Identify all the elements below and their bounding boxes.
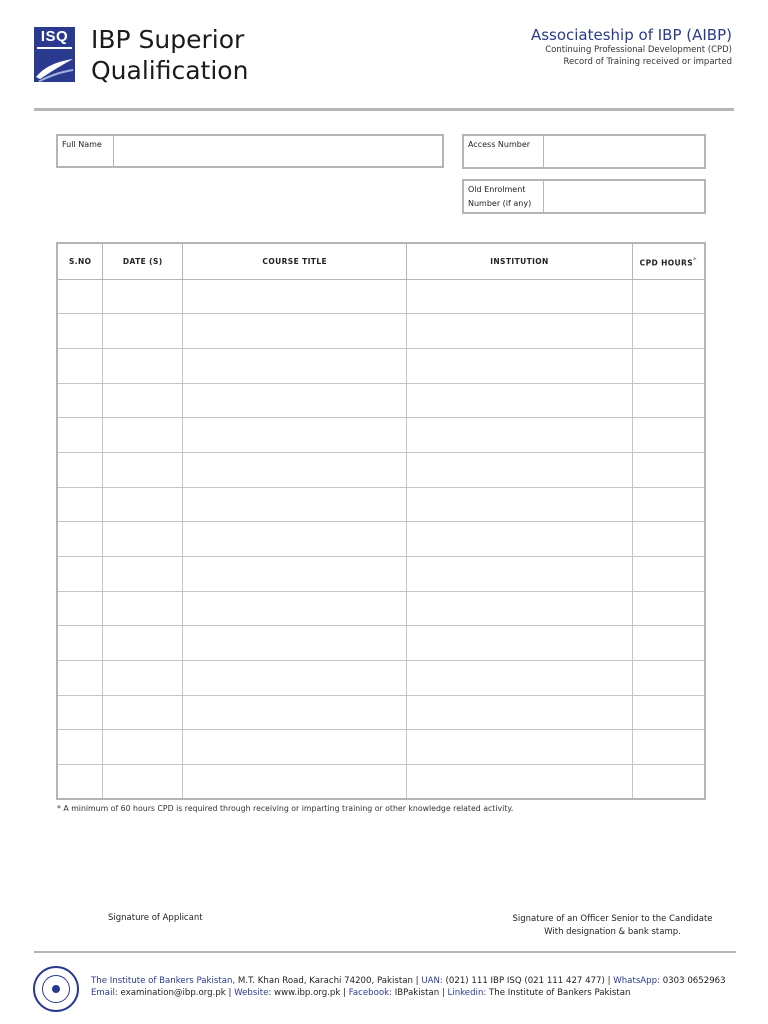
institution-cell[interactable]	[407, 765, 632, 800]
table-row	[57, 661, 705, 696]
sno-cell[interactable]	[57, 487, 103, 522]
document-subtitle-2: Record of Training received or imparted	[563, 57, 732, 67]
sno-cell[interactable]	[57, 314, 103, 349]
cpd-hours-cell[interactable]	[632, 418, 705, 453]
course-title-cell[interactable]	[183, 418, 407, 453]
logo-text: ISQ	[40, 28, 69, 45]
isq-logo	[34, 27, 75, 82]
institution-cell[interactable]	[407, 314, 632, 349]
footer-linkedin-label: Linkedin:	[447, 988, 487, 998]
date-cell[interactable]	[103, 314, 183, 349]
table-row	[57, 730, 705, 765]
date-cell[interactable]	[103, 348, 183, 383]
cpd-hours-cell[interactable]	[632, 730, 705, 765]
access-number-input[interactable]	[544, 136, 704, 167]
footer-facebook-label: Facebook:	[348, 988, 392, 998]
old-enrolment-label-line-2: Number (if any)	[468, 199, 532, 208]
institution-cell[interactable]	[407, 626, 632, 661]
course-title-cell[interactable]	[183, 765, 407, 800]
cpd-requirement-note: * A minimum of 60 hours CPD is required through receiving or imparting training or other knowledge related activity.	[57, 804, 514, 813]
logo-divider	[37, 47, 72, 49]
course-title-cell[interactable]	[183, 279, 407, 314]
date-cell[interactable]	[103, 279, 183, 314]
footer-website-label: Website:	[234, 988, 272, 998]
cpd-hours-cell[interactable]	[632, 522, 705, 557]
institution-cell[interactable]	[407, 591, 632, 626]
institution-cell[interactable]	[407, 661, 632, 696]
table-row	[57, 279, 705, 314]
date-cell[interactable]	[103, 557, 183, 592]
header-course-title: COURSE TITLE	[183, 243, 407, 279]
institution-cell[interactable]	[407, 730, 632, 765]
footer-linkedin[interactable]: The Institute of Bankers Pakistan	[486, 988, 631, 998]
sno-cell[interactable]	[57, 661, 103, 696]
document-title: Associateship of IBP (AIBP)	[530, 26, 732, 44]
date-cell[interactable]	[103, 730, 183, 765]
officer-signature-line-2: With designation & bank stamp.	[544, 927, 681, 937]
table-row	[57, 487, 705, 522]
header-sno: S.NO	[57, 243, 103, 279]
cpd-hours-cell[interactable]	[632, 487, 705, 522]
course-title-cell[interactable]	[183, 383, 407, 418]
footer-address: M.T. Khan Road, Karachi 74200, Pakistan |	[235, 976, 422, 986]
course-title-cell[interactable]	[183, 557, 407, 592]
cpd-asterisk: *	[693, 255, 697, 264]
sno-cell[interactable]	[57, 452, 103, 487]
course-title-cell[interactable]	[183, 591, 407, 626]
table-row	[57, 765, 705, 800]
header-dates: DATE (S)	[103, 243, 183, 279]
ibp-seal-icon	[33, 966, 79, 1012]
table-row	[57, 591, 705, 626]
course-title-cell[interactable]	[183, 452, 407, 487]
sno-cell[interactable]	[57, 591, 103, 626]
applicant-signature-label: Signature of Applicant	[108, 913, 203, 923]
institution-cell[interactable]	[407, 452, 632, 487]
old-enrolment-label-line-1: Old Enrolment	[468, 185, 526, 194]
table-row	[57, 418, 705, 453]
date-cell[interactable]	[103, 591, 183, 626]
institution-cell[interactable]	[407, 487, 632, 522]
footer-email-label: Email:	[91, 988, 118, 998]
date-cell[interactable]	[103, 418, 183, 453]
header-divider	[34, 108, 734, 111]
course-title-cell[interactable]	[183, 626, 407, 661]
access-number-label: Access Number	[464, 136, 544, 167]
institution-cell[interactable]	[407, 557, 632, 592]
table-row	[57, 383, 705, 418]
officer-signature-line-1: Signature of an Officer Senior to the Candidate	[512, 914, 713, 924]
cpd-hours-cell[interactable]	[632, 765, 705, 800]
cpd-hours-cell[interactable]	[632, 348, 705, 383]
table-row	[57, 452, 705, 487]
header-cpd-hours-text: CPD HOURS	[639, 258, 694, 267]
cpd-hours-cell[interactable]	[632, 591, 705, 626]
header-cpd-hours	[632, 243, 705, 279]
cpd-hours-cell[interactable]	[632, 557, 705, 592]
table-header-row	[57, 243, 705, 279]
sno-cell[interactable]	[57, 418, 103, 453]
swoosh-icon	[34, 51, 75, 82]
footer-line-1	[91, 976, 726, 986]
course-title-cell[interactable]	[183, 661, 407, 696]
date-cell[interactable]	[103, 626, 183, 661]
course-title-cell[interactable]	[183, 314, 407, 349]
full-name-label: Full Name	[58, 136, 114, 166]
footer-facebook[interactable]: IBPakistan |	[392, 988, 448, 998]
cpd-hours-cell[interactable]	[632, 626, 705, 661]
table-row	[57, 695, 705, 730]
cpd-hours-cell[interactable]	[632, 695, 705, 730]
course-title-cell[interactable]	[183, 730, 407, 765]
footer-line-2	[91, 988, 630, 998]
cpd-hours-cell[interactable]	[632, 452, 705, 487]
sno-cell[interactable]	[57, 730, 103, 765]
sno-cell[interactable]	[57, 348, 103, 383]
course-title-cell[interactable]	[183, 522, 407, 557]
institution-cell[interactable]	[407, 418, 632, 453]
document-subtitle-1: Continuing Professional Development (CPD)	[545, 45, 732, 55]
header-institution: INSTITUTION	[407, 243, 632, 279]
date-cell[interactable]	[103, 383, 183, 418]
institution-cell[interactable]	[407, 383, 632, 418]
table-row	[57, 314, 705, 349]
full-name-field[interactable]	[56, 134, 444, 168]
cpd-hours-cell[interactable]	[632, 661, 705, 696]
footer-website[interactable]: www.ibp.org.pk |	[271, 988, 349, 998]
sno-cell[interactable]	[57, 383, 103, 418]
sno-cell[interactable]	[57, 557, 103, 592]
sno-cell[interactable]	[57, 765, 103, 800]
sno-cell[interactable]	[57, 522, 103, 557]
institution-cell[interactable]	[407, 279, 632, 314]
footer-divider	[34, 951, 736, 953]
course-title-cell[interactable]	[183, 487, 407, 522]
table-row	[57, 348, 705, 383]
date-cell[interactable]	[103, 487, 183, 522]
table-row	[57, 522, 705, 557]
institution-cell[interactable]	[407, 522, 632, 557]
footer-whatsapp-label: WhatsApp:	[613, 976, 660, 986]
institution-cell[interactable]	[407, 695, 632, 730]
officer-signature-label	[505, 913, 720, 939]
date-cell[interactable]	[103, 522, 183, 557]
cpd-hours-cell[interactable]	[632, 383, 705, 418]
document-heading	[531, 26, 732, 68]
footer-email[interactable]: examination@ibp.org.pk |	[117, 988, 235, 998]
sno-cell[interactable]	[57, 626, 103, 661]
footer-uan-label: UAN:	[421, 976, 443, 986]
cpd-hours-cell[interactable]	[632, 279, 705, 314]
access-number-field[interactable]	[462, 134, 706, 169]
footer-uan: (021) 111 IBP ISQ (021 111 427 477) |	[442, 976, 614, 986]
old-enrolment-label	[464, 181, 544, 212]
old-enrolment-field[interactable]	[462, 179, 706, 214]
course-title-cell[interactable]	[183, 348, 407, 383]
date-cell[interactable]	[103, 661, 183, 696]
course-title-cell[interactable]	[183, 695, 407, 730]
brand-name	[91, 24, 248, 86]
sno-cell[interactable]	[57, 695, 103, 730]
table-row	[57, 626, 705, 661]
date-cell[interactable]	[103, 765, 183, 800]
institution-cell[interactable]	[407, 348, 632, 383]
cpd-record-table	[56, 242, 706, 800]
cpd-hours-cell[interactable]	[632, 314, 705, 349]
date-cell[interactable]	[103, 695, 183, 730]
old-enrolment-input[interactable]	[544, 181, 704, 212]
date-cell[interactable]	[103, 452, 183, 487]
brand-line-1: IBP Superior	[91, 25, 245, 54]
table-row	[57, 557, 705, 592]
footer-whatsapp: 0303 0652963	[659, 976, 726, 986]
brand-line-2: Qualification	[91, 56, 249, 85]
full-name-input[interactable]	[114, 136, 442, 166]
sno-cell[interactable]	[57, 279, 103, 314]
footer-org: The Institute of Bankers Pakistan,	[91, 976, 236, 986]
